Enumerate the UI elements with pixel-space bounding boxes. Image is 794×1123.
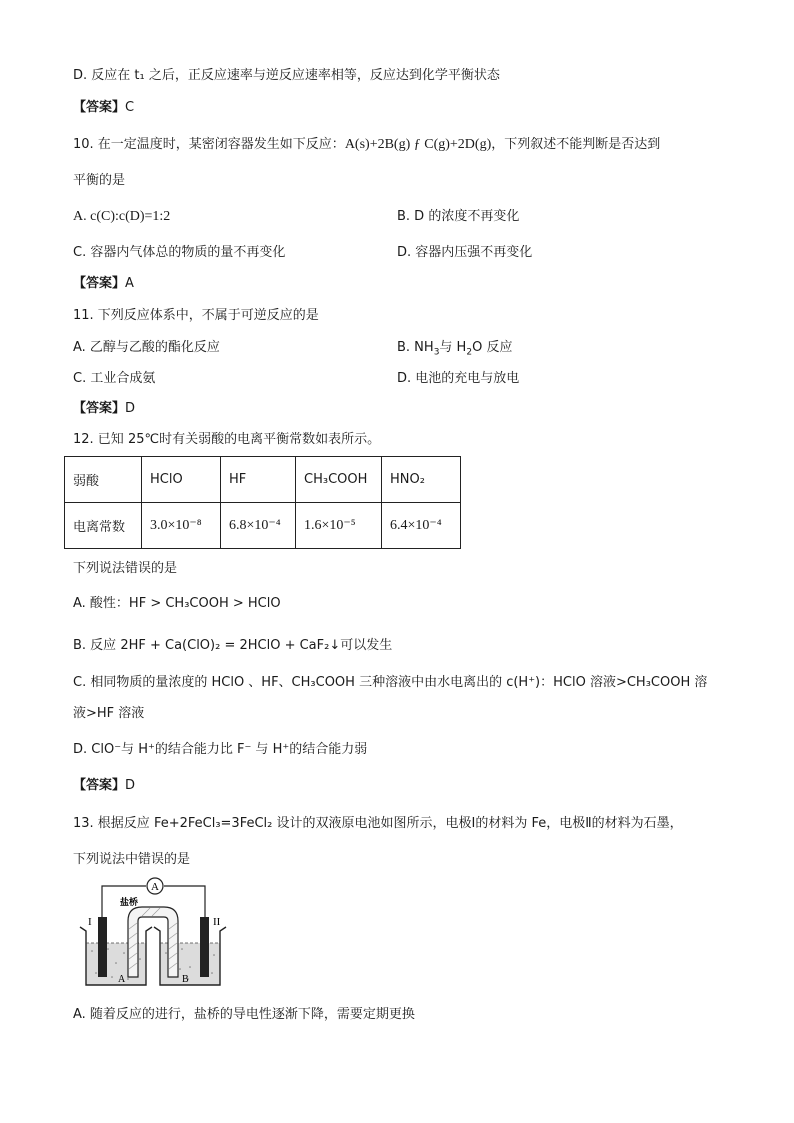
q13-stem-line1: 13. 根据反应 Fe+2FeCl₃=3FeCl₂ 设计的双液原电池如图所示，电极Ⅰ的材料为 Fe，电极Ⅱ的材料为石墨， bbox=[73, 816, 683, 831]
galvanic-cell-diagram bbox=[72, 877, 232, 992]
electrode-2-label: II bbox=[213, 916, 221, 928]
q11-option-b-sub1: 3 bbox=[433, 347, 440, 358]
q13-option-a: A. 随着反应的进行，盐桥的导电性逐渐下降，需要定期更换 bbox=[73, 1007, 415, 1022]
table-header-row bbox=[65, 457, 461, 503]
q11-option-d: D. 电池的充电与放电 bbox=[397, 371, 520, 386]
q12-option-a: A. 酸性：HF > CH₃COOH > HClO bbox=[73, 596, 281, 611]
salt-bridge bbox=[128, 907, 178, 977]
answer-value: A bbox=[125, 276, 134, 291]
q10-stem-suffix: ，下列叙述不能判断是否达到 bbox=[491, 137, 661, 152]
table-cell: 1.6×10⁻⁵ bbox=[296, 503, 382, 549]
electrode-1 bbox=[98, 917, 107, 977]
q12-option-b: B. 反应 2HF + Ca(ClO)₂ = 2HClO + CaF₂↓可以发生 bbox=[73, 638, 393, 653]
q12-answer bbox=[73, 777, 135, 795]
q10-option-b: B. D 的浓度不再变化 bbox=[397, 209, 520, 224]
answer-value: C bbox=[125, 100, 135, 115]
electrode-1-label: I bbox=[88, 916, 92, 928]
beaker-b-label: B bbox=[182, 974, 189, 985]
q11-option-b bbox=[397, 339, 512, 357]
q10-option-c: C. 容器内气体总的物质的量不再变化 bbox=[73, 245, 286, 260]
q11-option-a: A. 乙醇与乙酸的酯化反应 bbox=[73, 340, 220, 355]
electrode-2 bbox=[200, 917, 209, 977]
answer-label: 【答案】 bbox=[73, 276, 126, 291]
q12-option-c-line1: C. 相同物质的量浓度的 HClO 、HF、CH₃COOH 三种溶液中由水电离出的 c(H⁺)：HClO 溶液>CH₃COOH 溶 bbox=[73, 675, 708, 690]
answer-value: D bbox=[125, 778, 136, 793]
answer-label: 【答案】 bbox=[73, 778, 126, 793]
q11-option-b-prefix: B. NH bbox=[397, 340, 434, 355]
q9-option-d: D. 反应在 t₁ 之后，正反应速率与逆反应速率相等，反应达到化学平衡状态 bbox=[73, 68, 500, 83]
q10-stem-line2: 平衡的是 bbox=[73, 173, 126, 188]
q10-option-a: A. c(C):c(D)=1:2 bbox=[73, 209, 171, 224]
acid-constant-table bbox=[64, 456, 461, 549]
table-row bbox=[65, 503, 461, 549]
q12-option-c-line2: 液>HF 溶液 bbox=[73, 706, 145, 721]
answer-label: 【答案】 bbox=[73, 100, 126, 115]
q11-option-b-suffix: O 反应 bbox=[472, 340, 513, 355]
q11-stem: 11. 下列反应体系中，不属于可逆反应的是 bbox=[73, 308, 319, 323]
table-cell: 3.0×10⁻⁸ bbox=[142, 503, 221, 549]
table-row-label: 电离常数 bbox=[65, 503, 142, 549]
beaker-b bbox=[154, 927, 226, 985]
table-header-cell: HNO₂ bbox=[382, 457, 461, 503]
q11-option-b-sub2: 2 bbox=[466, 347, 473, 358]
table-cell: 6.8×10⁻⁴ bbox=[221, 503, 296, 549]
table-header-cell: CH₃COOH bbox=[296, 457, 382, 503]
answer-label: 【答案】 bbox=[73, 401, 126, 416]
q12-stem: 12. 已知 25℃时有关弱酸的电离平衡常数如表所示。 bbox=[73, 432, 381, 447]
table-header-cell: HClO bbox=[142, 457, 221, 503]
salt-bridge-label: 盐桥 bbox=[120, 898, 139, 908]
ammeter-label: A bbox=[151, 881, 159, 893]
q10-stem-prefix: 10. 在一定温度时，某密闭容器发生如下反应： bbox=[73, 137, 345, 152]
q10-option-d: D. 容器内压强不再变化 bbox=[397, 245, 533, 260]
q12-question: 下列说法错误的是 bbox=[73, 561, 178, 576]
table-header-cell: HF bbox=[221, 457, 296, 503]
q10-stem bbox=[73, 136, 660, 154]
q10-equation: A(s)+2B(g) ƒ C(g)+2D(g) bbox=[344, 137, 492, 152]
beaker-a-label: A bbox=[118, 974, 126, 985]
q13-stem-line2: 下列说法中错误的是 bbox=[73, 852, 191, 867]
q11-answer bbox=[73, 400, 135, 418]
q12-option-d: D. ClO⁻与 H⁺的结合能力比 F⁻ 与 H⁺的结合能力弱 bbox=[73, 742, 368, 757]
q11-option-b-mid: 与 H bbox=[439, 340, 467, 355]
q9-answer bbox=[73, 99, 134, 117]
q10-answer bbox=[73, 275, 134, 293]
table-cell: 6.4×10⁻⁴ bbox=[382, 503, 461, 549]
answer-value: D bbox=[125, 401, 136, 416]
q11-option-c: C. 工业合成氨 bbox=[73, 371, 156, 386]
beaker-a bbox=[80, 927, 152, 985]
table-header-cell: 弱酸 bbox=[65, 457, 142, 503]
